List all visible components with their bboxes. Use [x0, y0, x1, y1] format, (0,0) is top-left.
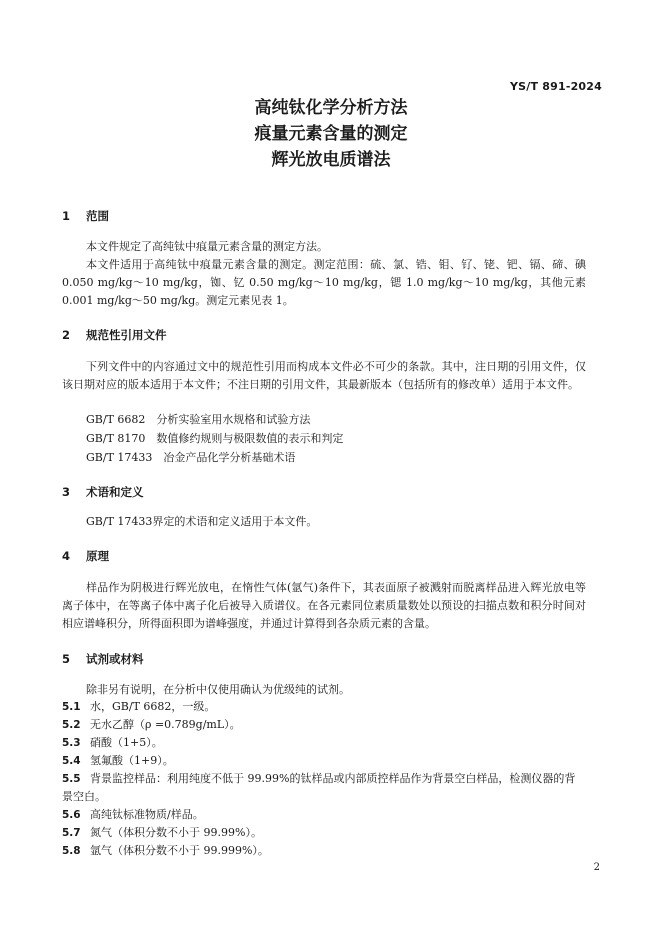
item-text: 高纯钛标准物质/样品。 — [90, 808, 204, 821]
reagent-item — [62, 770, 586, 806]
section-number: 4 — [62, 549, 71, 563]
item-text: 氢氟酸（1+9）。 — [90, 754, 174, 767]
standard-code: YS/T 891-2024 — [510, 80, 602, 93]
reference-item: GB/T 6682 分析实验室用水规格和试验方法 — [86, 413, 311, 426]
document-title-line-2: 痕量元素含量的测定 — [254, 124, 408, 144]
reagent-item — [62, 734, 586, 752]
document-title-line-3: 辉光放电质谱法 — [271, 150, 391, 170]
reagent-item — [62, 824, 586, 842]
item-number: 5.5 — [62, 773, 81, 785]
section-4-heading — [62, 548, 109, 564]
item-number: 5.6 — [62, 809, 81, 821]
item-number: 5.2 — [62, 719, 81, 731]
item-text: 氩气（体积分数不小于 99.999%）。 — [90, 844, 269, 857]
section-number: 2 — [62, 328, 71, 342]
item-text: 氮气（体积分数不小于 99.99%）。 — [90, 826, 262, 839]
reagent-item — [62, 842, 586, 860]
item-number: 5.8 — [62, 845, 81, 857]
section-number: 1 — [62, 209, 71, 223]
section-5-heading — [62, 651, 144, 667]
section-2-paragraph-1: 下列文件中的内容通过文中的规范性引用而构成本文件必不可少的条款。其中，注日期的引用文件，仅该日期对应的版本适用于本文件；不注日期的引用文件，其最新版本（包括所有的修改单）适用于本文件。 — [62, 360, 586, 391]
reagent-item — [62, 806, 586, 824]
item-text: 水，GB/T 6682，一级。 — [90, 700, 216, 713]
reference-item: GB/T 17433 冶金产品化学分析基础术语 — [86, 451, 296, 464]
reagent-item — [62, 752, 586, 770]
item-number: 5.3 — [62, 737, 81, 749]
section-5-paragraph-1: 除非另有说明，在分析中仅使用确认为优级纯的试剂。 — [86, 683, 350, 696]
section-number: 5 — [62, 652, 71, 666]
section-1-paragraph-2: 本文件适用于高纯钛中痕量元素含量的测定。测定范围：硫、氯、锆、钼、钌、铑、钯、镉、碲、碘 0.050 mg/kg～10 mg/kg，铷、钇 0.50 mg/kg～10 mg/kg，锶 1.0 mg/kg～10 mg/kg，其他元素 0.001 mg/kg～50 mg/kg。测定元素见表 1。 — [62, 258, 586, 307]
reagent-item — [62, 698, 586, 716]
section-3-heading — [62, 484, 144, 500]
item-number: 5.1 — [62, 701, 81, 713]
section-title: 术语和定义 — [86, 485, 144, 499]
section-title: 原理 — [86, 549, 109, 563]
item-number: 5.4 — [62, 755, 81, 767]
reference-item: GB/T 8170 数值修约规则与极限数值的表示和判定 — [86, 432, 344, 445]
section-1-heading — [62, 208, 109, 224]
reagent-item — [62, 716, 586, 734]
document-title-line-1: 高纯钛化学分析方法 — [254, 98, 408, 118]
section-title: 试剂或材料 — [86, 652, 144, 666]
section-4-paragraph-1: 样品作为阴极进行辉光放电，在惰性气体(氩气)条件下，其表面原子被溅射而脱离样品进入辉光放电等离子体中，在等离子体中离子化后被导入质谱仪。在各元素同位素质量数处以预设的扫描点数和积分时间对相应谱峰积分，所得面积即为谱峰强度，并通过计算得到各杂质元素的含量。 — [62, 581, 586, 630]
section-number: 3 — [62, 485, 71, 499]
item-text: 无水乙醇（ρ =0.789g/mL）。 — [90, 718, 241, 731]
section-3-paragraph-1: GB/T 17433界定的术语和定义适用于本文件。 — [86, 515, 318, 528]
section-1-paragraph-1: 本文件规定了高纯钛中痕量元素含量的测定方法。 — [86, 240, 328, 253]
item-number: 5.7 — [62, 827, 81, 839]
section-title: 规范性引用文件 — [86, 328, 167, 342]
page-number: 2 — [593, 862, 600, 873]
section-title: 范围 — [86, 209, 109, 223]
section-2-heading — [62, 327, 167, 343]
item-text: 背景监控样品：利用纯度不低于 99.99%的钛样品或内部质控样品作为背景空白样品，检测仪器的背景空白。 — [62, 772, 576, 803]
item-text: 硝酸（1+5）。 — [90, 736, 163, 749]
